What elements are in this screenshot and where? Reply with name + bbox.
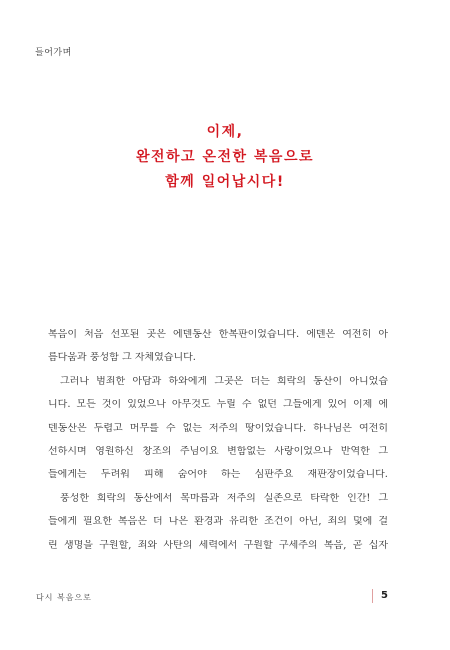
- body-text-line: 들에게는 두려워 피해 숨어야 하는 심판주요 재판장이었습니다.: [48, 469, 388, 481]
- footer-book-title: 다시 복음으로: [36, 593, 92, 602]
- chapter-title-line: 이제,: [206, 124, 244, 140]
- body-text-line: 린 생명을 구원할, 죄와 사탄의 세력에서 구원할 구세주의 복음, 곧 십자: [48, 539, 388, 551]
- body-text-line: 풍성한 희락의 동산에서 목마름과 저주의 실존으로 타락한 인간! 그: [60, 492, 388, 504]
- page-number: 5: [381, 590, 388, 601]
- body-text-line: 름다움과 풍성함 그 자체였습니다.: [48, 352, 196, 364]
- chapter-title: [0, 120, 450, 195]
- chapter-title-line: 함께 일어납시다!: [165, 174, 285, 190]
- body-text-line: 복음이 처음 선포된 곳은 에덴동산 한복판이었습니다. 에덴은 여전히 아: [48, 329, 388, 340]
- body-text-line: 그러나 범죄한 아담과 하와에게 그곳은 더는 희락의 동산이 아니었습: [60, 375, 388, 387]
- body-text-line: 니다. 모든 것이 있었으나 아무것도 누릴 수 없던 그들에게 있어 이제 에: [48, 399, 388, 411]
- footer-divider: [372, 589, 373, 603]
- body-text-line: 덴동산은 두렵고 머무를 수 없는 저주의 땅이었습니다. 하나님은 여전히: [48, 422, 388, 434]
- running-head: 들어가며: [35, 48, 72, 58]
- chapter-title-line: 완전하고 온전한 복음으로: [135, 149, 314, 165]
- body-text: [48, 329, 388, 563]
- body-text-line: 선하시며 영원하신 창조의 주님이요 변함없는 사랑이었으나 반역한 그: [48, 445, 388, 457]
- body-text-line: 들에게 필요한 복음은 더 나은 환경과 유리한 조건이 아닌, 죄의 덫에 걸: [48, 516, 388, 528]
